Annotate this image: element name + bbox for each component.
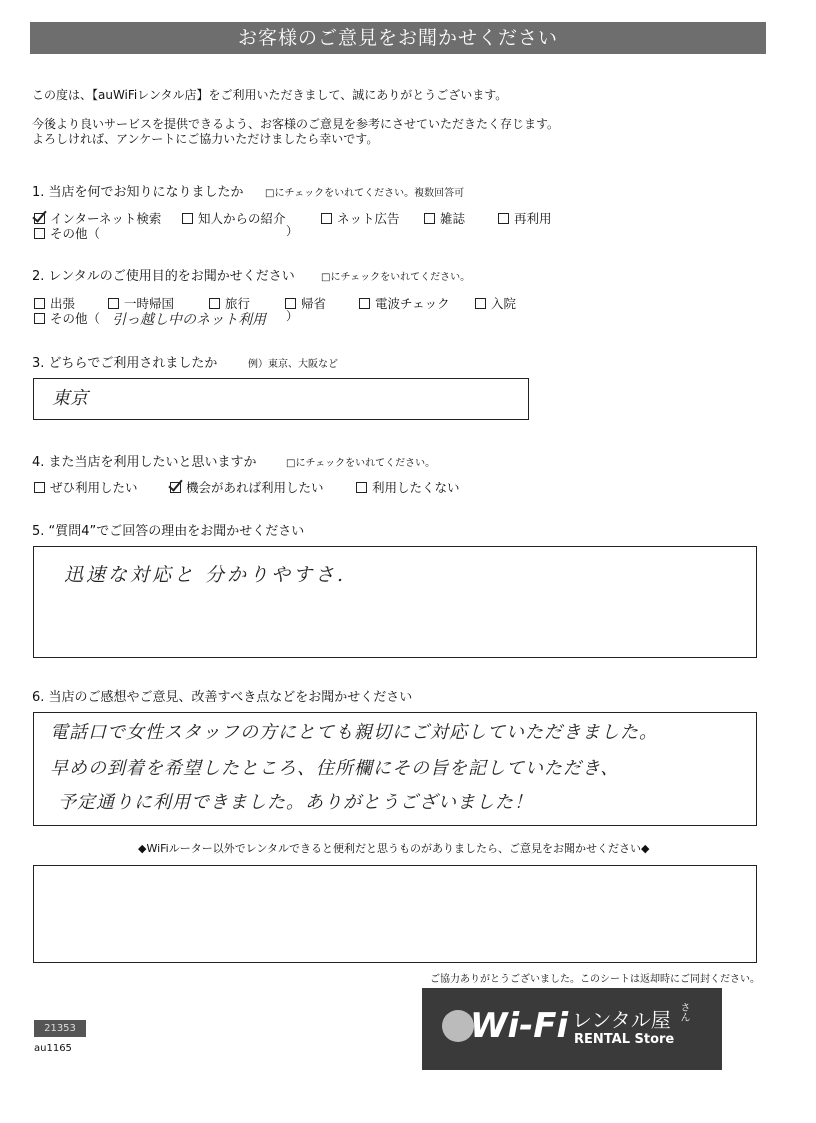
checkbox[interactable] [356, 482, 367, 493]
q2-option-hospital[interactable]: 入院 [475, 294, 516, 312]
q6-answer-line-2: 早めの到着を希望したところ、住所欄にその旨を記していただき、 [50, 758, 620, 779]
checkbox[interactable] [34, 313, 45, 324]
checkbox[interactable] [321, 213, 332, 224]
checkbox[interactable] [498, 213, 509, 224]
q2-other-close: ） [286, 309, 299, 323]
checkbox[interactable] [424, 213, 435, 224]
checkbox[interactable] [359, 298, 370, 309]
q2-option-travel[interactable]: 旅行 [209, 294, 250, 312]
intro-line-3: よろしければ、アンケートにご協力いただけましたら幸いです。 [32, 132, 379, 146]
checkbox[interactable] [285, 298, 296, 309]
checkbox[interactable] [475, 298, 486, 309]
checkbox[interactable] [34, 482, 45, 493]
q2-option-temp-return[interactable]: 一時帰国 [108, 294, 174, 312]
q2-option-business-trip[interactable]: 出張 [34, 294, 75, 312]
q6-answer-line-3: 予定通りに利用できました。ありがとうございました！ [58, 792, 533, 813]
intro-line-1: この度は、【auWiFiレンタル店】をご利用いただきまして、誠にありがとうございます。 [32, 88, 508, 102]
wifi-rental-logo [422, 988, 722, 1070]
q3-note: 例）東京、大阪など [248, 359, 338, 370]
q5-answer-handwritten: 迅速な対応と 分かりやすさ. [64, 564, 347, 586]
checkbox[interactable] [108, 298, 119, 309]
logo-jp-text: レンタル屋 [572, 1008, 671, 1032]
checkbox[interactable] [34, 298, 45, 309]
q5-label: 5. “質問4”でご回答の理由をお聞かせください [32, 524, 305, 539]
q3-answer-handwritten: 東京 [52, 388, 88, 409]
q2-option-homecoming[interactable]: 帰省 [285, 294, 326, 312]
q1-note: □にチェックをいれてください。複数回答可 [265, 188, 465, 199]
q1-option-magazine[interactable]: 雑誌 [424, 209, 465, 227]
q7-answer-box[interactable] [33, 865, 757, 963]
q4-label: 4. また当店を利用したいと思いますか [32, 455, 257, 470]
stamp-number: 21353 [34, 1020, 86, 1037]
checkbox[interactable] [182, 213, 193, 224]
q1-option-other[interactable]: その他（ [34, 224, 100, 242]
form-code: au1165 [34, 1043, 72, 1054]
q6-answer-line-1: 電話口で女性スタッフの方にとても親切にご対応していただきました。 [50, 722, 658, 743]
logo-wifi-text: Wi-Fi [470, 1006, 569, 1046]
q7-label: ◆WiFiルーター以外でレンタルできると便利だと思うものがありましたら、ご意見をお聞かせください◆ [138, 842, 650, 855]
q4-option-if-chance[interactable]: 機会があれば利用したい [170, 478, 324, 496]
thanks-note: ご協力ありがとうございました。このシートは返却時にご同封ください。 [430, 974, 760, 985]
q4-option-no[interactable]: 利用したくない [356, 478, 460, 496]
q1-option-referral[interactable]: 知人からの紹介 [182, 209, 286, 227]
page-title: お客様のご意見をお聞かせください [30, 22, 766, 54]
q1-label: 1. 当店を何でお知りになりましたか [32, 185, 244, 200]
q1-option-net-ad[interactable]: ネット広告 [321, 209, 400, 227]
q6-label: 6. 当店のご感想やご意見、改善すべき点などをお聞かせください [32, 690, 413, 705]
logo-en-text: RENTAL Store [574, 1032, 675, 1047]
q1-option-internet-search[interactable]: インターネット検索 [34, 209, 161, 227]
checkbox[interactable] [209, 298, 220, 309]
q4-option-definitely[interactable]: ぜひ利用したい [34, 478, 138, 496]
logo-san-text: さん [678, 1002, 689, 1022]
checkbox-checked[interactable] [34, 213, 45, 224]
q2-note: □にチェックをいれてください。 [321, 272, 471, 283]
q2-label: 2. レンタルのご使用目的をお聞かせください [32, 269, 295, 284]
checkbox[interactable] [34, 228, 45, 239]
q2-option-other[interactable]: その他（ [34, 309, 100, 327]
q1-other-close: ） [286, 224, 299, 238]
checkbox-checked[interactable] [170, 482, 181, 493]
q3-answer-box[interactable] [33, 378, 529, 420]
q1-option-reuse[interactable]: 再利用 [498, 209, 552, 227]
q4-note: □にチェックをいれてください。 [286, 458, 436, 469]
q2-option-signal-check[interactable]: 電波チェック [359, 294, 450, 312]
q2-other-handwritten: 引っ越し中のネット利用 [112, 312, 266, 328]
q3-label: 3. どちらでご利用されましたか [32, 356, 218, 371]
intro-line-2: 今後より良いサービスを提供できるよう、お客様のご意見を参考にさせていただきたく存じます。 [32, 117, 560, 131]
